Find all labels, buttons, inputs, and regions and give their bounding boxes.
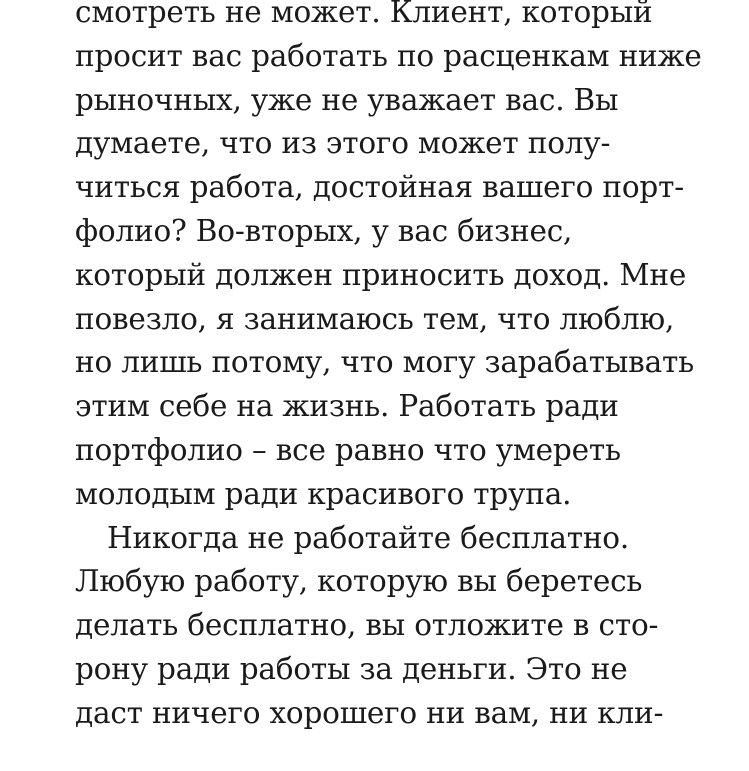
text-line: читься работа, достойная вашего порт-: [75, 170, 685, 205]
body-text: [75, 0, 715, 736]
text-line: думаете, что из этого может полу-: [75, 126, 611, 161]
text-line: молодым ради красивого трупа.: [75, 476, 572, 511]
text-line: этим себе на жизнь. Работать ради: [75, 389, 619, 424]
text-line: даст ничего хорошего ни вам, ни кли-: [75, 695, 664, 730]
text-line: рыночных, уже не уважает вас. Вы: [75, 82, 619, 117]
text-line: фолио? Во-вторых, у вас бизнес,: [75, 213, 573, 248]
text-line: который должен приносить доход. Мне: [75, 257, 687, 292]
paragraph-2: [75, 517, 715, 736]
text-line: просит вас работать по расценкам ниже: [75, 38, 702, 73]
text-line: рону ради работы за деньги. Это не: [75, 651, 628, 686]
text-line: но лишь потому, что могу зарабатывать: [75, 345, 694, 380]
text-line: Никогда не работайте бесплатно.: [107, 520, 630, 555]
text-line: портфолио – все равно что умереть: [75, 432, 621, 467]
text-line: смотреть не может. Клиент, который: [75, 0, 653, 29]
text-line: повезло, я занимаюсь тем, что люблю,: [75, 301, 675, 336]
paragraph-1: [75, 0, 715, 517]
text-line: делать бесплатно, вы отложите в сто-: [75, 608, 659, 643]
text-line: Любую работу, которую вы беретесь: [75, 564, 643, 599]
